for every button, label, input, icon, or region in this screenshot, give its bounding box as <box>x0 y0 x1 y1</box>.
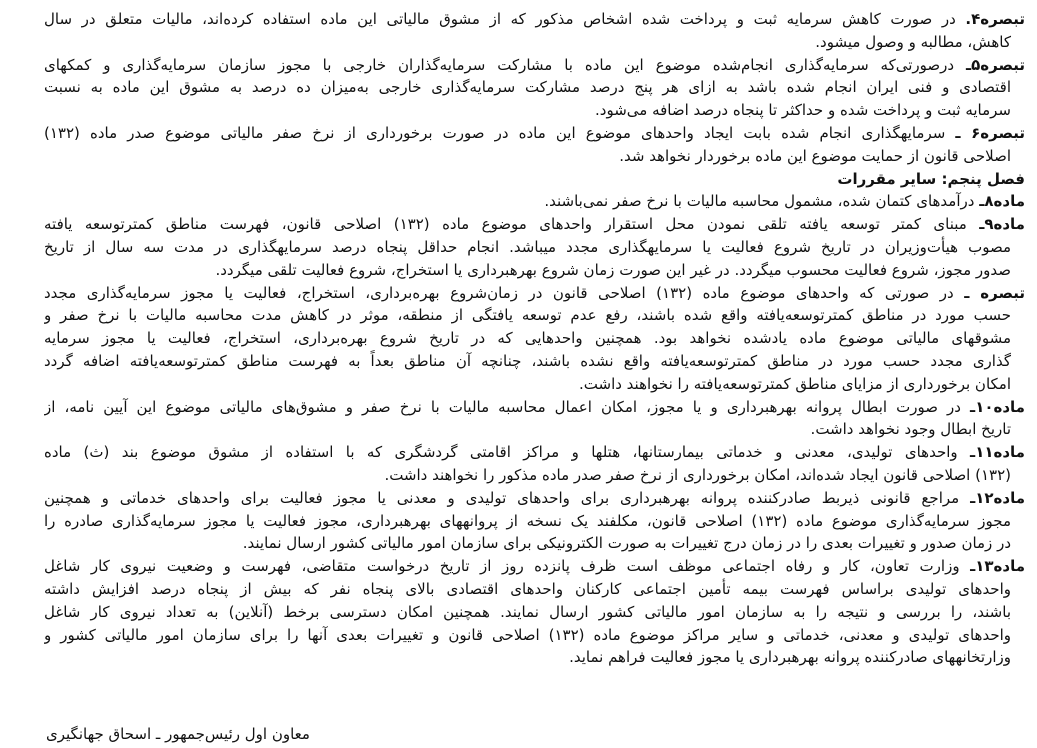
paragraph <box>44 190 1025 213</box>
text-line <box>44 99 1025 122</box>
text-line <box>44 487 1025 510</box>
clause-label: تبصره ـ <box>964 283 1025 302</box>
clause-label: ماده۱۱ـ <box>970 443 1025 462</box>
text-line <box>44 145 1025 168</box>
text-line <box>44 236 1025 259</box>
line-text: مجوز سرمایه‌گذاری موضوع ماده (۱۳۲) اصلاحی قانون، مکلفند یک نسخه از پروانههای بهرهبرداری، مجوز فعالیت یا مجوز سرمایه‌گذاری صادره را <box>44 511 1011 530</box>
clause-label: ماده۱۲ـ <box>970 488 1025 507</box>
paragraph <box>44 396 1025 442</box>
paragraph <box>44 8 1025 54</box>
text-line <box>44 168 1025 191</box>
line-text: سرمایهگذاری انجام شده بابت ایجاد واحدهای موضوع این ماده در صورت برخورداری از نرخ صفر مالیاتی موضوع صدر ماده (۱۳۲) <box>44 123 946 142</box>
text-line <box>44 396 1025 419</box>
text-line <box>44 441 1025 464</box>
paragraph <box>44 122 1025 168</box>
text-line <box>44 327 1025 350</box>
line-text: مراجع قانونی ذیربط صادرکننده پروانه بهرهبرداری برای واحدهای تولیدی و معدنی یا مجوز فعالیت برای واحدهای خدماتی و همچنین <box>44 488 960 507</box>
section-heading <box>44 168 1025 191</box>
text-line <box>44 282 1025 305</box>
line-text: اصلاحی قانون از حمایت موضوع این ماده برخوردار نخواهد شد. <box>619 146 1011 165</box>
line-text: باشند، را بررسی و نتیجه را به سازمان امور مالیاتی کشور ارسال نمایند. همچنین امکان دسترسی برخط (آنلاین) به تعداد نیروی کار شاغل <box>44 602 1011 621</box>
text-line <box>44 510 1025 533</box>
line-text: (۱۳۲) اصلاحی قانون ایجاد شده‌اند، امکان برخورداری از نرخ صفر صدر ماده مذکور را نخواهند داشت. <box>384 465 1011 484</box>
text-line <box>44 190 1025 213</box>
section-title: فصل پنجم: سایر مقررات <box>837 169 1025 188</box>
line-text: مبنای کمتر توسعه یافته تلقی نمودن محل استقرار واحدهای موضوع ماده (۱۳۲) اصلاحی قانون، فهرست مناطق کمترتوسعه یافته <box>44 215 967 234</box>
text-line <box>44 624 1025 647</box>
line-text: در صورتی که واحدهای موضوع ماده (۱۳۲) اصلاحی قانون در زمان‌شروع بهره‌برداری، استخراج، فعالیت یا مجوز سرمایه‌گذاری مجدد <box>44 283 954 302</box>
line-text: وزارتخانههای صادرکننده پروانه بهرهبرداری یا مجوز فعالیت فراهم نماید. <box>569 648 1011 667</box>
clause-label: ماده۸ـ <box>979 192 1025 211</box>
text-line <box>44 532 1025 555</box>
text-line <box>44 259 1025 282</box>
clause-label: ماده۹ـ <box>979 215 1025 234</box>
line-text: واحدهای تولیدی براساس فهرست بیمه تأمین اجتماعی کارکنان واحدهای اقتصادی بالای پنجاه نفر که بیش از پنجاه درصد افزایش داشته <box>44 579 1011 598</box>
paragraph <box>44 282 1025 396</box>
line-text: گذاری مجدد حسب مورد در مناطق کمترتوسعه‌یافته واقع نشده باشند، چنانچه آن مناطق بعداً به فهرست مناطق کمترتوسعه‌یافته اضافه گردد <box>44 351 1011 370</box>
line-text: کاهش، مطالبه و وصول میشود. <box>815 32 1011 51</box>
text-line <box>44 54 1025 77</box>
paragraph <box>44 441 1025 487</box>
text-line <box>44 122 1025 145</box>
text-line <box>44 213 1025 236</box>
paragraph <box>44 487 1025 555</box>
line-text: تاریخ ابطال وجود نخواهد داشت. <box>810 420 1011 439</box>
line-text: اقتصادی و فنی ایران انجام شده باشد به ازای هر پنج درصد مشارکت سرمایه‌گذاری خارجی به‌میزان ده درصد به مشوق این ماده به نسبت <box>44 78 1011 97</box>
line-text: در صورت ابطال پروانه بهرهبرداری و یا مجوز، امکان اعمال محاسبه مالیات با نرخ صفر و مشوق‌های مالیاتی موضوع این آیین نامه، از <box>44 397 961 416</box>
line-text: واحدهای تولیدی و معدنی، خدماتی و سایر مراکز موضوع ماده (۱۳۲) اصلاحی قانون و تغییرات بعدی آنها را برای سازمان امور مالیاتی کشور و <box>44 625 1012 644</box>
text-line <box>44 555 1025 578</box>
text-line <box>44 76 1025 99</box>
text-line <box>44 31 1025 54</box>
text-line <box>44 464 1025 487</box>
text-line <box>44 373 1025 396</box>
line-text: درصورتی‌که سرمایه‌گذاری انجام‌شده موضوع این ماده با مشارکت سرمایه‌گذاران خارجی با مجوز سازمان سرمایه‌گذاری و کمکهای <box>44 55 955 74</box>
signature: معاون اول رئیس‌جمهور ـ اسحاق جهانگیری <box>46 725 310 743</box>
paragraph <box>44 555 1025 669</box>
paragraph <box>44 54 1025 122</box>
line-text: در صورت کاهش سرمایه ثبت و پرداخت شده اشخاص مذکور که از مشوق مالیاتی این ماده استفاده کرده‌اند، مالیات متعلق در سال <box>44 10 956 28</box>
line-text: صدور مجوز، شروع فعالیت محسوب میگردد. در غیر این صورت زمان شروع بهرهبرداری یا استخراج، شروع فعالیت تلقی میگردد. <box>215 260 1011 279</box>
clause-label: تبصره۴. <box>965 10 1025 28</box>
text-line <box>44 8 1025 31</box>
line-text: سرمایه ثبت و پرداخت شده و حداکثر تا پنجاه درصد اضافه می‌شود. <box>595 101 1011 120</box>
paragraph <box>44 213 1025 281</box>
text-line <box>44 601 1025 624</box>
clause-label: تبصره۶ ـ <box>955 123 1025 142</box>
line-text: در زمان صدور و تغییرات بعدی را در زمان درج تغییرات به صورت الکترونیکی برای سازمان امور مالیاتی کشور ارسال نمایند. <box>242 534 1011 553</box>
clause-label: ماده۱۰ـ <box>970 397 1025 416</box>
text-line <box>44 350 1025 373</box>
clause-label: تبصره۵ـ <box>965 55 1025 74</box>
line-text: حسب مورد در مناطق کمترتوسعه‌یافته واقع شده باشند، رفع عدم توسعه یافتگی از منطقه، موثر در کاهش مدت محاسبه مالیات با نرخ صفر و <box>44 306 1011 325</box>
line-text: امکان برخورداری از مزایای مناطق کمترتوسعه‌یافته را نخواهند داشت. <box>579 374 1011 393</box>
line-text: مشوقهای مالیاتی موضوع ماده یادشده نخواهد بود. همچنین واحدهایی که در تاریخ شروع بهره‌برداری، استخراج، فعالیت یا مجوز سرمایه <box>44 329 1011 348</box>
line-text: مصوب هیأت‌وزیران در تاریخ شروع فعالیت یا سرمایهگذاری مجدد میباشد. انجام حداقل پنجاه درصد سرمایهگذاری در مدت سه سال از تاریخ <box>44 237 1011 256</box>
text-line <box>44 646 1025 669</box>
line-text: وزارت تعاون، کار و رفاه اجتماعی موظف است ظرف پانزده روز از تاریخ درخواست متقاضی، فهرست و وضعیت نیروی کار شاغل <box>44 557 960 576</box>
text-line <box>44 304 1025 327</box>
line-text: درآمدهای کتمان شده، مشمول محاسبه مالیات با نرخ صفر نمی‌باشند. <box>544 192 975 211</box>
clause-label: ماده۱۳ـ <box>970 557 1025 576</box>
text-line <box>44 578 1025 601</box>
text-line <box>44 418 1025 441</box>
line-text: واحدهای تولیدی، معدنی و خدماتی بیمارستانها، هتلها و مراکز اقامتی گردشگری که با استفاده از مشوق موضوع بند (ث) ماده <box>44 443 958 462</box>
